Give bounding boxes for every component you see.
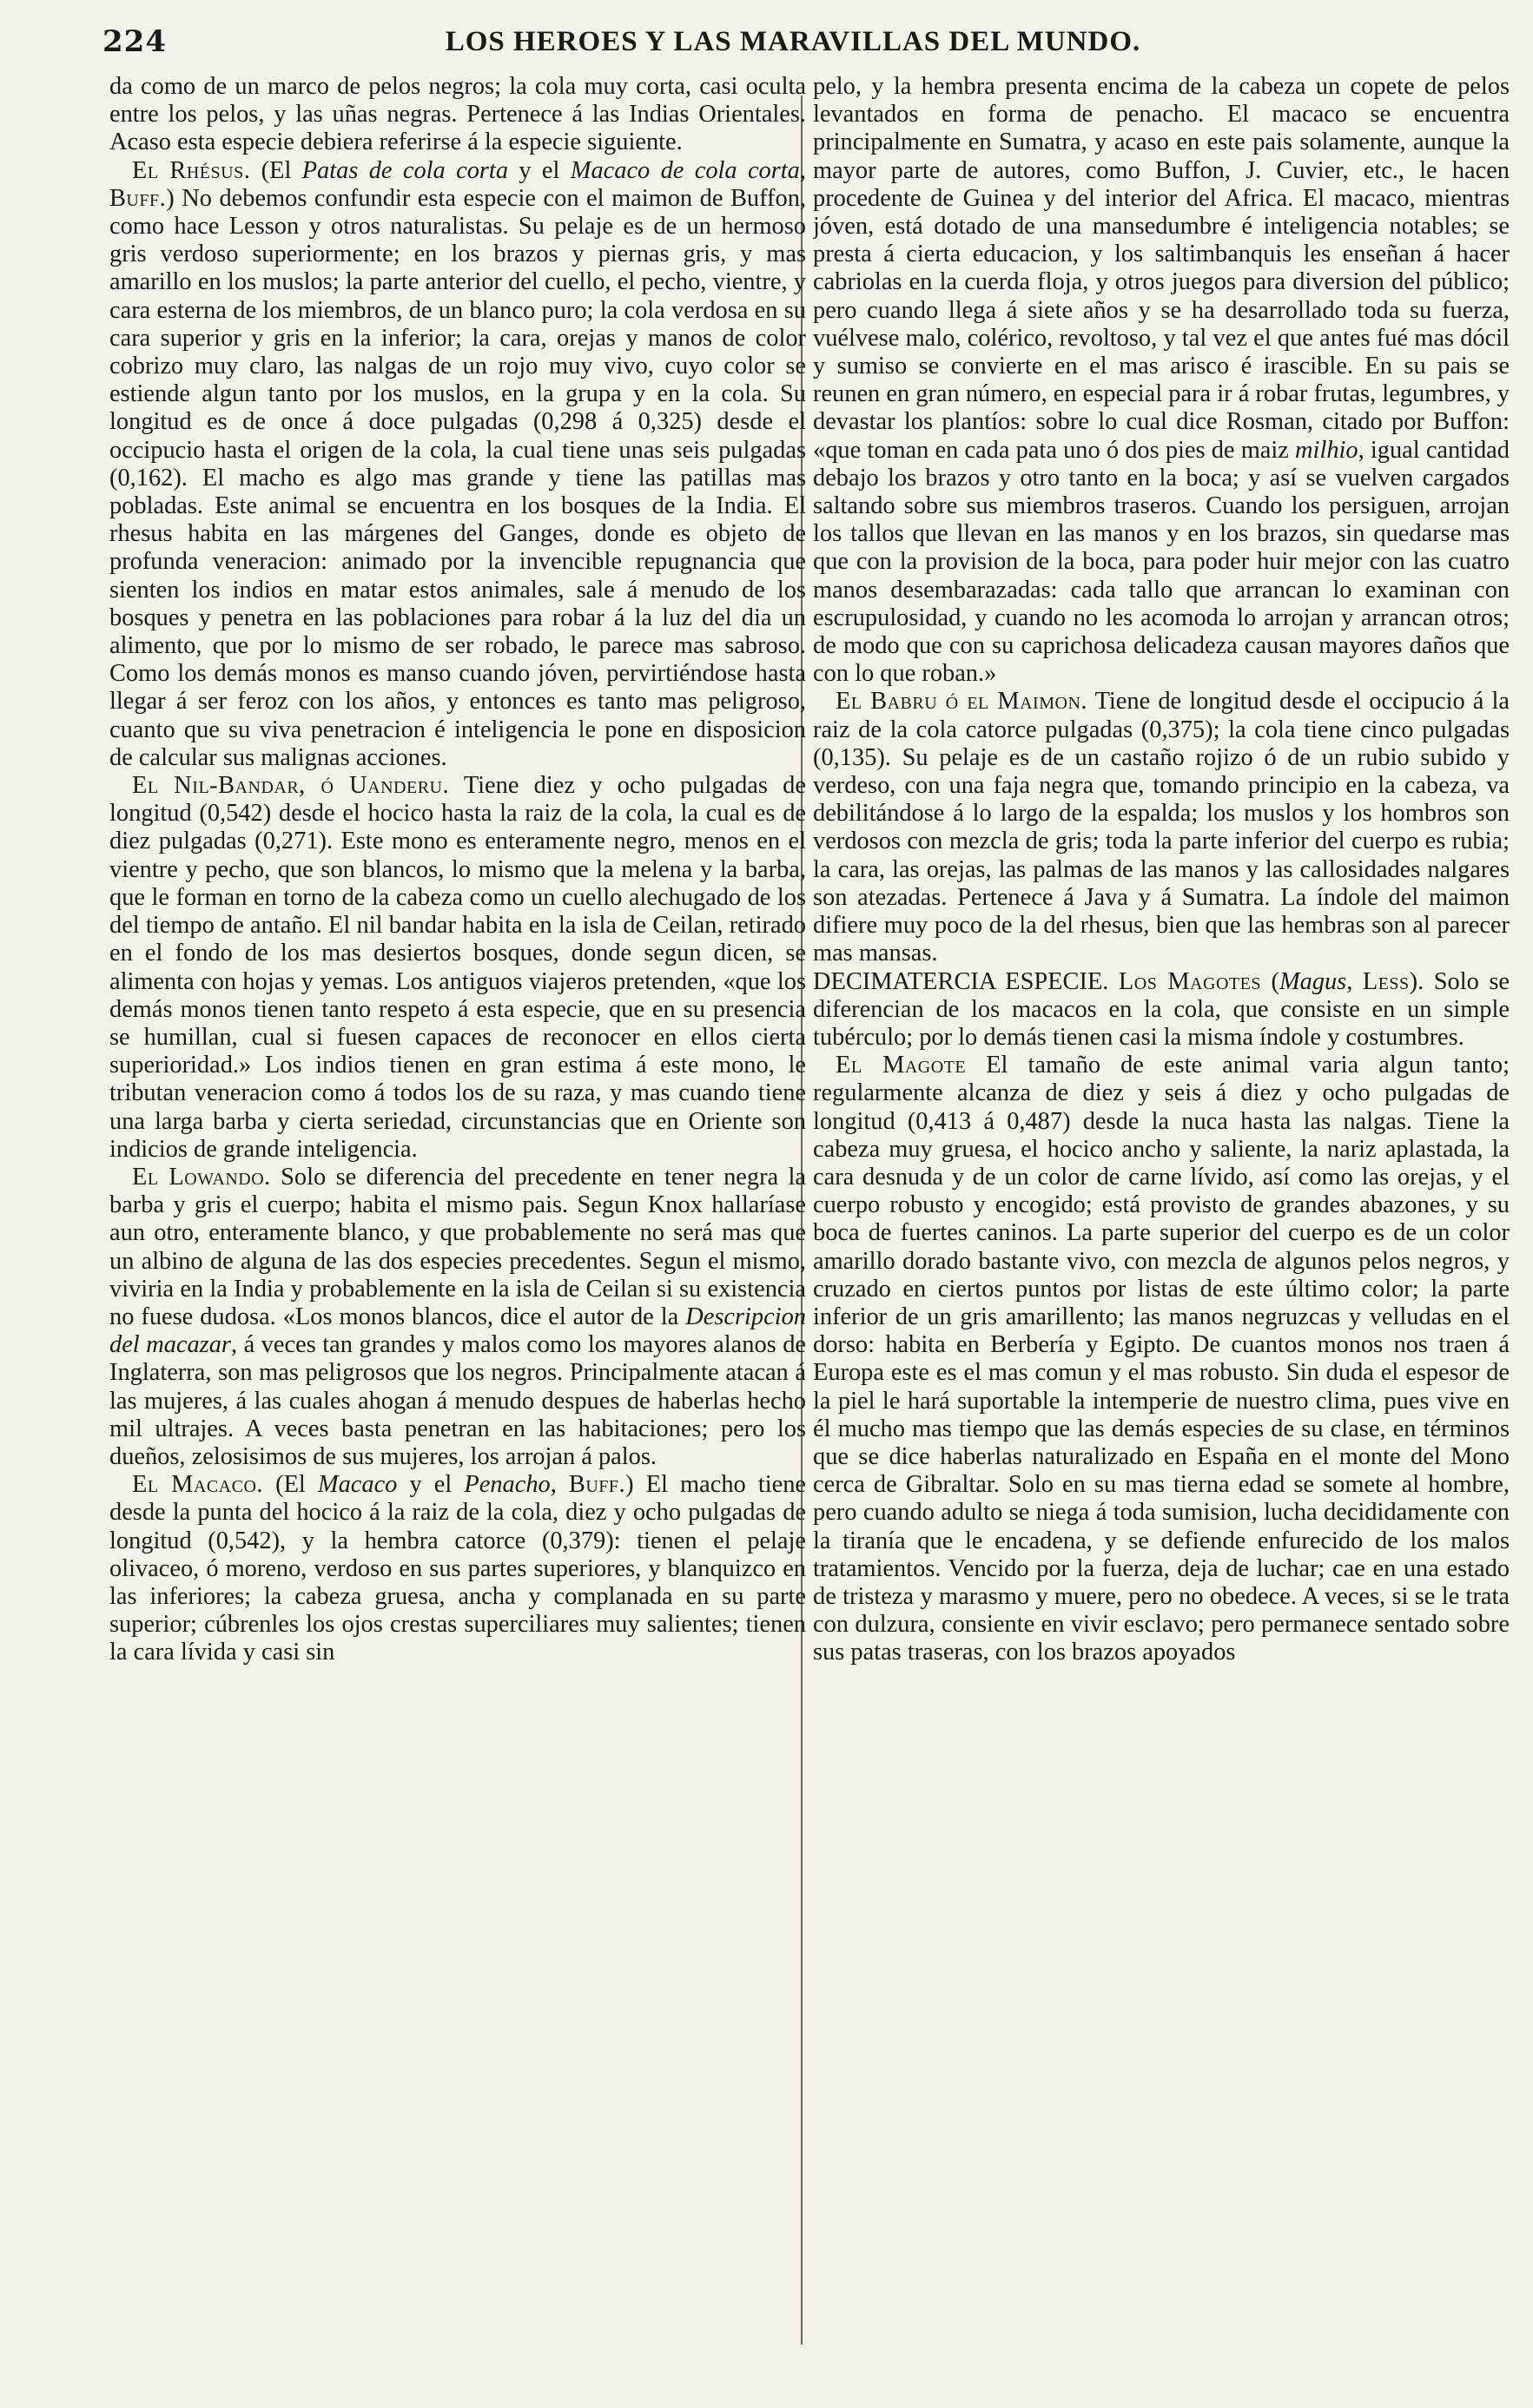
- authority: Buff.: [568, 1471, 626, 1499]
- paragraph-nil-bandar: [109, 772, 806, 1164]
- paragraph-body: ) El macho tiene desde la punta del hocico á la raiz de la cola, diez y ocho pulgadas de longitud (0,542), y la hembra catorce (0,379): tienen el pelaje olivaceo, ó moreno, verdoso en sus partes superiores, y blanquizco en las inferiores; la cabeza gruesa, ancha y complanada en su parte superior; cúbrenles los ojos crestas superciliares muy salientes; tienen la cara lívida y casi sin: [109, 1471, 806, 1666]
- text-span: (El: [261, 156, 292, 184]
- paragraph-lowando: [109, 1164, 806, 1471]
- paragraph-rhesus: El Rhésus. (El Patas de cola corta y el Macaco de cola corta, Buff.) No debemos confundir esta especie con el maimon de Buffon, como hace Lesson y otros naturalistas. Su pelaje es de un hermoso gris verdoso superiormente; en los brazos y piernas gris, y mas amarillo en los muslos; la parte anterior del cuello, el pecho, vientre, y cara esterna de los miembros, de un blanco puro; la cola verdosa en su cara superior y gris en la inferior; la cara, orejas y manos de color cobrizo muy claro, las nalgas de un rojo muy vivo, cuyo color se estiende algun tanto por los muslos, en la grupa y en la cola. Su longitud es de once á doce pulgadas (0,298 á 0,325) desde el occipucio hasta el origen de la cola, la cual tiene unas seis pulgadas (0,162). El macho es algo mas grande y tiene las patillas mas pobladas. Este animal se encuentra en los bosques de la India. El rhesus habita en las márgenes del Ganges, donde es objeto de profunda veneracion: animado por la invencible repugnancia que sienten los indios en matar estos animales, sale á menudo de los bosques y penetra en las poblaciones para robar á la luz del dia un alimento, que por lo mismo de ser robado, le parece mas sabroso. Como los demás monos es manso cuando jóven, pervirtiéndose hasta llegar á ser feroz con los años, y entonces es tanto mas peligroso, cuanto que su viva penetracion é inteligencia le pone en disposicion de calcular sus malignas acciones.: [109, 156, 806, 771]
- species-name: El Lowando.: [132, 1163, 271, 1191]
- section-heading: DECIMATERCIA ESPECIE.: [813, 967, 1109, 995]
- paragraph-body: Tiene diez y ocho pulgadas de longitud (0,542) desde el hocico hasta la raiz de la cola, la cual es de diez pulgadas (0,271). Este mono es enteramente negro, menos en el vientre y pecho, que son blancos, lo mismo que la melena y la barba, que le forman en torno de la cabeza como un cuello alechugado de los del tiempo de antaño. El nil bandar habita en la isla de Ceilan, retirado en el fondo de los mas desiertos bosques, donde segun dicen, se alimenta con hojas y yemas. Los antiguos viajeros pretenden, «que los demás monos tienen tanto respeto á esta especie, que en su presencia se humillan, cual si fuesen capaces de reconocer en ellos cierta superioridad.» Los indios tienen en gran estima á este mono, le tributan veneracion como á todos los de su raza, y mas cuando tiene una larga barba y cierta seriedad, circunstancias que en Oriente son indicios de grande inteligencia.: [109, 772, 806, 1163]
- running-title: LOS HEROES Y LAS MARAVILLAS DEL MUNDO.: [445, 26, 1141, 57]
- synonym: Penacho: [464, 1471, 551, 1499]
- paragraph-decimatercia: DECIMATERCIA ESPECIE. Los Magotes (Magus, Less). Solo se diferencian de los macacos en la cola, que consiste en un simple tubérculo; por lo demás tienen casi la misma índole y costumbres.: [813, 967, 1510, 1051]
- paragraph-body: ) No debemos confundir esta especie con el maimon de Buffon, como hace Lesson y otros naturalistas. Su pelaje es de un hermoso gris verdoso superiormente; en los brazos y piernas gris, y mas amarillo en los muslos; la parte anterior del cuello, el pecho, vientre, y cara esterna de los miembros, de un blanco puro; la cola verdosa en su cara superior y gris en la inferior; la cara, orejas y manos de color cobrizo muy claro, las nalgas de un rojo muy vivo, cuyo color se estiende algun tanto por los muslos, en la grupa y en la cola. Su longitud es de once á doce pulgadas (0,298 á 0,325) desde el occipucio hasta el origen de la cola, la cual tiene unas seis pulgadas (0,162). El macho es algo mas grande y tiene las patillas mas pobladas. Este animal se encuentra en los bosques de la India. El rhesus habita en las márgenes del Ganges, donde es objeto de profunda veneracion: animado por la invencible repugnancia que sienten los indios en matar estos animales, sale á menudo de los bosques y penetra en las poblaciones para robar á la luz del dia un alimento, que por lo mismo de ser robado, le parece mas sabroso. Como los demás monos es manso cuando jóven, pervirtiéndose hasta llegar á ser feroz con los años, y entonces es tanto mas peligroso, cuanto que su viva penetracion é inteligencia le pone en disposicion de calcular sus malignas acciones.: [109, 184, 806, 771]
- species-name: El Babru ó el Maimon.: [836, 688, 1087, 716]
- paragraph-babru: [813, 688, 1510, 967]
- book-title: Descripcion del macazar: [109, 1303, 806, 1359]
- species-name: El Nil-Bandar, ó Uanderu.: [132, 772, 450, 800]
- paragraph-body: Tiene de longitud desde el occipucio á la raiz de la cola catorce pulgadas (0,375); la cola tiene cinco pulgadas (0,135). Su pelaje es de un castaño rojizo ó de un rubio subido y verdeso, con una faja negra que, tomando principio en la cabeza, va debilitándose á lo largo de la espalda; los muslos y los hombros son verdosos con mezcla de gris; toda la parte inferior del cuerpo es rubia; la cara, las orejas, las palmas de las manos y las callosidades nalgares son atezadas. Pertenece á Java y á Sumatra. La índole del maimon difiere muy poco de la del rhesus, bien que las hembras son al parecer mas mansas.: [813, 688, 1510, 967]
- paragraph-macaco-cont: [813, 73, 1510, 688]
- synonym: Macaco de cola corta: [570, 156, 800, 184]
- text-span: y el: [409, 1471, 453, 1499]
- paragraph-macaco: El Macaco. (El Macaco y el Penacho, Buff.) El macho tiene desde la punta del hocico á la raiz de la cola, diez y ocho pulgadas de longitud (0,542), y la hembra catorce (0,379): tienen el pelaje olivaceo, ó moreno, verdoso en sus partes superiores, y blanquizco en las inferiores; la cabeza gruesa, ancha y complanada en su parte superior; cúbrenles los ojos crestas superciliares muy salientes; tienen la cara lívida y casi sin: [109, 1471, 806, 1666]
- paragraph-body: , igual cantidad debajo los brazos y otro tanto en la boca; y así se vuelven cargados saltando sobre sus miembros traseros. Cuando los persiguen, arrojan los tallos que llevan en las manos y en los brazos, sin quedarse mas que con la provision de la boca, para poder huir mejor con las cuatro manos desembarazadas: cada tallo que arrancan lo examinan con escrupulosidad, y cuando no les acomoda lo arrojan y arrancan otros; de modo que con su caprichosa delicadeza causan mayores daños que con lo que roban.»: [813, 436, 1510, 688]
- paragraph-body: , á veces tan grandes y malos como los mayores alanos de Inglaterra, son mas peligrosos que los negros. Principalmente atacan á las mujeres, á las cuales ahogan á menudo despues de haberlas hecho mil ultrajes. A veces basta penetran en las habitaciones; pero los dueños, zelosisimos de sus mujeres, los arrojan á palos.: [109, 1331, 806, 1470]
- synonym: Macaco: [317, 1471, 398, 1499]
- paragraph-body: Solo se diferencia del precedente en tener negra la barba y gris el cuerpo; habita el mismo pais. Segun Knox hallaríase aun otro, enteramente blanco, y que probablemente no será mas que un albino de alguna de las dos especies precedentes. Segun el mismo, viviria en la India y probablemente en la isla de Ceilan si su existencia no fuese dudosa. «Los monos blancos, dice el autor de la: [109, 1163, 806, 1330]
- paragraph-magote: [813, 1052, 1510, 1666]
- text-span: y el: [519, 156, 560, 184]
- paragraph-body: pelo, y la hembra presenta encima de la cabeza un copete de pelos levantados en forma de penacho. El macaco se encuentra principalmente en Sumatra, y acaso en este pais solamente, aunque la mayor parte de autores, como Buffon, J. Cuvier, etc., le hacen procedente de Guinea y del interior del Africa. El macaco, mientras jóven, está dotado de una mansedumbre é inteligencia notables; se presta á cierta educacion, y los saltimbanquis les enseñan á hacer cabriolas en la cuerda floja, y otros juegos para diversion del público; pero cuando llega á siete años y se ha desarrollado toda su fuerza, vuélvese malo, colérico, revoltoso, y tal vez el que antes fué mas dócil y sumiso se convierte en el mas arisco é irascible. En su pais se reunen en gran número, en especial para ir á robar frutas, legumbres, y devastar los plantíos: sobre lo cual dice Rosman, citado por Buffon: «que toman en cada pata uno ó dos pies de maiz: [813, 73, 1510, 464]
- species-name: El Magote: [836, 1052, 967, 1079]
- paragraph-body: El tamaño de este animal varia algun tanto; regularmente alcanza de diez y seis á diez y ocho pulgadas de longitud (0,413 á 0,487) desde la nuca hasta las nalgas. Tiene la cabeza muy gruesa, el hocico ancho y saliente, la nariz aplastada, la cara desnuda y de un color de carne lívido, así como las orejas, y el cuerpo robusto y encogido; está provisto de grandes abazones, y su boca de fuertes caninos. La parte superior del cuerpo es de un color amarillo dorado bastante vivo, con mezcla de algunos pelos negros, y cruzado en ciertos puntos por listas de este último color; la parte inferior de un gris amarillento; las manos negruzcas y velludas en el dorso: habita en Berbería y Egipto. De cuantos monos nos traen á Europa este es el mas comun y el mas robusto. Sin duda el espesor de la piel le hará suportable la intemperie de nuestro clima, pues vive en él mucho mas tiempo que las demás especies de su clase, en términos que se dice haberlas naturalizado en España en el monte del Mono cerca de Gibraltar. Solo en su mas tierna edad se somete al hombre, pero cuando adulto se niega á toda sumision, lucha decididamente con la tiranía que le encadena, y se defiende enfurecido de los malos tratamientos. Vencido por la fuerza, deja de luchar; cae en una estado de tristeza y marasmo y muere, pero no obedece. A veces, si se le trata con dulzura, consiente en vivir esclavo; pero permanece sentado sobre sus patas traseras, con los brazos apoyados: [813, 1052, 1510, 1666]
- authority: Less: [1362, 967, 1410, 995]
- species-name: El Rhésus.: [132, 156, 251, 184]
- right-column: [813, 73, 1510, 2365]
- synonym: Patas de cola corta: [301, 156, 509, 184]
- genus-name: Los Magotes: [1118, 967, 1261, 995]
- paragraph: da como de un marco de pelos negros; la cola muy corta, casi oculta entre los pelos, y las uñas negras. Pertenece á las Indias Orientales. Acaso esta especie debiera referirse á la especie siguiente.: [109, 73, 806, 156]
- paragraph-body: Solo se diferencian de los macacos en la cola, que consiste en un simple tubérculo; por lo demás tienen casi la misma índole y costumbres.: [813, 967, 1510, 1051]
- page-header: [102, 24, 1483, 69]
- authority: Buff.: [109, 184, 167, 212]
- left-column: [109, 73, 806, 2365]
- page-number: 224: [102, 24, 167, 59]
- italic-word: milhio: [1295, 436, 1358, 464]
- text-span: (El: [275, 1471, 306, 1499]
- latin-name: Magus: [1279, 967, 1347, 995]
- species-name: El Macaco.: [132, 1471, 264, 1499]
